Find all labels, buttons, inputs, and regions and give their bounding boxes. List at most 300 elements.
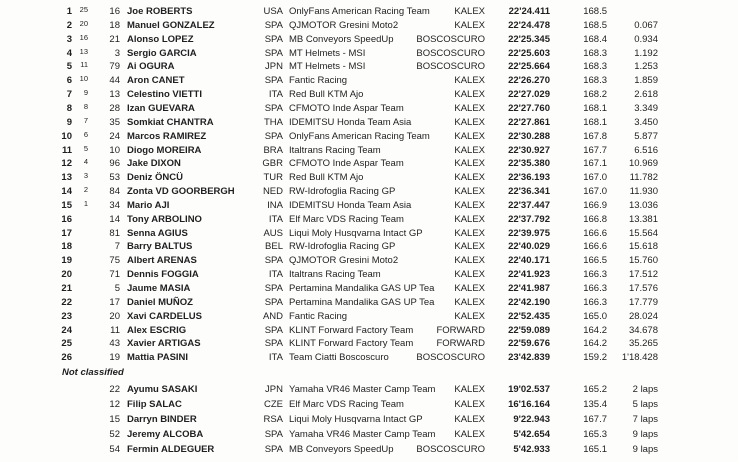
country-cell: SPA: [264, 19, 283, 31]
avg-speed-cell: 167.0: [583, 186, 607, 198]
country-cell: SPA: [264, 47, 283, 59]
race-time-cell: 22'37.447: [508, 199, 550, 211]
team-cell: Red Bull KTM Ajo: [289, 172, 364, 184]
not-classified-row: [0, 398, 738, 411]
position-cell: 5: [66, 61, 72, 73]
country-cell: SPA: [264, 75, 283, 87]
points-cell: 20: [79, 18, 88, 28]
gap-cell: 1.253: [634, 61, 658, 73]
position-cell: 25: [61, 338, 72, 350]
team-cell: Red Bull KTM Ajo: [289, 89, 364, 101]
chassis-cell: KALEX: [454, 310, 485, 322]
country-cell: SPA: [264, 338, 283, 350]
country-cell: JPN: [265, 61, 283, 73]
country-cell: GBR: [262, 158, 283, 170]
team-cell: RW-Idrofoglia Racing GP: [289, 186, 396, 198]
position-cell: 18: [61, 241, 72, 253]
avg-speed-cell: 168.5: [583, 6, 607, 17]
rider-name-cell: Marcos RAMIREZ: [127, 130, 207, 142]
chassis-cell: KALEX: [454, 19, 485, 31]
country-cell: ITA: [268, 89, 283, 101]
race-time-cell: 19'02.537: [508, 384, 550, 395]
position-cell: 26: [61, 352, 72, 364]
gap-cell: 9 laps: [632, 444, 658, 456]
gap-cell: 15.564: [628, 227, 658, 239]
not-classified-row: [0, 428, 738, 441]
gap-cell: 5.877: [634, 130, 658, 142]
position-cell: 20: [61, 269, 72, 281]
country-cell: RSA: [263, 414, 283, 426]
rider-number-cell: 44: [109, 75, 120, 87]
country-cell: JPN: [265, 384, 283, 395]
result-row: [0, 199, 738, 212]
race-time-cell: 22'40.029: [508, 241, 550, 253]
chassis-cell: KALEX: [454, 283, 485, 294]
result-row: [0, 254, 738, 267]
points-cell: 7: [83, 115, 88, 125]
position-cell: 9: [66, 116, 72, 128]
rider-number-cell: 18: [109, 19, 120, 31]
gap-cell: 7 laps: [632, 414, 658, 426]
country-cell: ITA: [268, 269, 283, 281]
result-row: [0, 213, 738, 226]
points-cell: 6: [83, 129, 88, 139]
team-cell: Elf Marc VDS Racing Team: [289, 213, 404, 225]
chassis-cell: KALEX: [454, 144, 485, 156]
avg-speed-cell: 166.8: [583, 213, 607, 225]
gap-cell: 11.930: [629, 186, 658, 198]
chassis-cell: KALEX: [454, 102, 485, 114]
country-cell: SPA: [264, 444, 283, 456]
country-cell: SPA: [264, 33, 283, 45]
race-time-cell: 22'27.029: [508, 89, 550, 101]
position-cell: 14: [61, 186, 72, 198]
avg-speed-cell: 168.1: [583, 116, 607, 128]
avg-speed-cell: 168.5: [583, 19, 607, 31]
race-time-cell: 22'27.861: [508, 116, 550, 128]
country-cell: SPA: [264, 283, 283, 294]
gap-cell: 11.782: [629, 172, 658, 184]
race-time-cell: 22'24.411: [508, 6, 550, 17]
chassis-cell: KALEX: [454, 255, 485, 267]
team-cell: Fantic Racing: [289, 75, 348, 87]
rider-number-cell: 79: [109, 61, 120, 73]
avg-speed-cell: 167.7: [583, 144, 607, 156]
race-time-cell: 5'42.933: [513, 444, 550, 456]
race-time-cell: 22'40.171: [508, 255, 550, 267]
gap-cell: 35.265: [628, 338, 658, 350]
gap-cell: 17.512: [628, 269, 658, 281]
points-cell: 16: [79, 32, 88, 42]
points-cell: 10: [79, 74, 88, 84]
points-cell: 1: [83, 198, 88, 208]
country-cell: THA: [264, 116, 283, 128]
chassis-cell: KALEX: [454, 399, 485, 411]
rider-name-cell: Daniel MUÑOZ: [127, 296, 193, 308]
team-cell: MB Conveyors SpeedUp: [289, 444, 394, 456]
position-cell: 1: [66, 6, 72, 17]
rider-name-cell: Aron CANET: [127, 75, 185, 87]
gap-cell: 5 laps: [632, 399, 658, 411]
team-cell: Team Ciatti Boscoscuro: [289, 352, 389, 364]
result-row: [0, 337, 738, 350]
rider-number-cell: 17: [109, 296, 120, 308]
rider-name-cell: Mario AJI: [127, 199, 170, 211]
not-classified-row: [0, 383, 738, 396]
result-row: [0, 282, 738, 295]
avg-speed-cell: 165.3: [583, 429, 607, 441]
result-row: [0, 130, 738, 143]
position-cell: 11: [61, 144, 72, 156]
team-cell: QJMOTOR Gresini Moto2: [289, 255, 399, 267]
rider-name-cell: Albert ARENAS: [127, 255, 197, 267]
rider-name-cell: Deniz ÖNCÜ: [127, 172, 183, 184]
country-cell: AUS: [263, 227, 283, 239]
country-cell: AND: [262, 310, 283, 322]
race-time-cell: 22'25.345: [508, 33, 550, 45]
avg-speed-cell: 166.3: [583, 269, 607, 281]
race-time-cell: 22'52.435: [508, 310, 550, 322]
avg-speed-cell: 165.1: [583, 444, 607, 456]
position-cell: 10: [61, 130, 72, 142]
result-row: [0, 60, 738, 73]
avg-speed-cell: 167.0: [583, 172, 607, 184]
race-time-cell: 22'59.089: [508, 324, 550, 336]
rider-name-cell: Mattia PASINI: [127, 352, 189, 364]
gap-cell: 34.678: [628, 324, 658, 336]
gap-cell: 3.349: [634, 102, 658, 114]
gap-cell: 13.381: [628, 213, 658, 225]
race-time-cell: 22'25.603: [508, 47, 550, 59]
chassis-cell: KALEX: [454, 269, 485, 281]
gap-cell: 1'18.428: [621, 352, 658, 364]
rider-number-cell: 54: [109, 444, 120, 456]
gap-cell: 6.516: [634, 144, 658, 156]
avg-speed-cell: 159.2: [583, 352, 607, 364]
points-cell: 2: [83, 185, 88, 195]
rider-number-cell: 75: [109, 255, 120, 267]
avg-speed-cell: 164.2: [583, 324, 607, 336]
chassis-cell: BOSCOSCURO: [416, 47, 485, 59]
position-cell: 23: [61, 310, 72, 322]
race-time-cell: 22'41.987: [508, 283, 550, 294]
chassis-cell: KALEX: [454, 75, 485, 87]
rider-number-cell: 13: [109, 89, 120, 101]
avg-speed-cell: 166.3: [583, 296, 607, 308]
rider-name-cell: Diogo MOREIRA: [127, 144, 202, 156]
rider-name-cell: Ai OGURA: [127, 61, 175, 73]
result-row: [0, 268, 738, 281]
team-cell: KLINT Forward Factory Team: [289, 338, 414, 350]
result-row: [0, 310, 738, 323]
position-cell: 19: [61, 255, 72, 267]
gap-cell: 17.576: [628, 283, 658, 294]
rider-number-cell: 43: [109, 338, 120, 350]
rider-name-cell: Xavier ARTIGAS: [127, 338, 201, 350]
country-cell: USA: [263, 6, 283, 17]
position-cell: 7: [66, 89, 72, 101]
team-cell: CFMOTO Inde Aspar Team: [289, 158, 404, 170]
rider-number-cell: 7: [114, 241, 120, 253]
chassis-cell: KALEX: [454, 6, 485, 17]
rider-number-cell: 96: [109, 158, 120, 170]
rider-name-cell: Filip SALAC: [127, 399, 182, 411]
position-cell: 21: [61, 283, 72, 294]
team-cell: Italtrans Racing Team: [289, 269, 381, 281]
gap-cell: 28.024: [628, 310, 658, 322]
team-cell: Liqui Moly Husqvarna Intact GP: [289, 414, 423, 426]
gap-cell: 9 laps: [632, 429, 658, 441]
country-cell: BEL: [265, 241, 283, 253]
team-cell: Fantic Racing: [289, 310, 348, 322]
chassis-cell: KALEX: [454, 241, 485, 253]
result-row: [0, 74, 738, 87]
position-cell: 4: [66, 47, 72, 59]
rider-number-cell: 14: [109, 213, 120, 225]
rider-number-cell: 22: [109, 384, 120, 395]
rider-number-cell: 21: [109, 33, 120, 45]
gap-cell: 17.779: [628, 296, 658, 308]
country-cell: SPA: [264, 429, 283, 441]
position-cell: 8: [66, 102, 72, 114]
race-time-cell: 16'16.164: [508, 399, 550, 411]
team-cell: Pertamina Mandalika GAS UP Tea: [289, 283, 435, 294]
rider-number-cell: 71: [109, 269, 120, 281]
avg-speed-cell: 167.7: [583, 414, 607, 426]
chassis-cell: BOSCOSCURO: [416, 33, 485, 45]
avg-speed-cell: 135.4: [583, 399, 607, 411]
race-time-cell: 9'22.943: [513, 414, 550, 426]
result-row: [0, 116, 738, 129]
race-time-cell: 22'36.193: [508, 172, 550, 184]
race-time-cell: 22'26.270: [508, 75, 550, 87]
race-time-cell: 22'30.927: [508, 144, 550, 156]
rider-name-cell: Joe ROBERTS: [127, 6, 193, 17]
team-cell: Pertamina Mandalika GAS UP Tea: [289, 296, 435, 308]
rider-name-cell: Xavi CARDELUS: [127, 310, 202, 322]
points-cell: 3: [83, 171, 88, 181]
country-cell: SPA: [264, 130, 283, 142]
points-cell: 25: [79, 5, 88, 14]
result-row: [0, 351, 738, 364]
team-cell: MB Conveyors SpeedUp: [289, 33, 394, 45]
avg-speed-cell: 166.6: [583, 227, 607, 239]
race-time-cell: 23'42.839: [508, 352, 550, 364]
race-time-cell: 22'27.760: [508, 102, 550, 114]
avg-speed-cell: 166.5: [583, 255, 607, 267]
chassis-cell: KALEX: [454, 227, 485, 239]
team-cell: Liqui Moly Husqvarna Intact GP: [289, 227, 423, 239]
chassis-cell: KALEX: [454, 130, 485, 142]
gap-cell: 1.859: [634, 75, 658, 87]
rider-number-cell: 52: [109, 429, 120, 441]
rider-name-cell: Tony ARBOLINO: [127, 213, 202, 225]
avg-speed-cell: 165.0: [583, 310, 607, 322]
gap-cell: 1.192: [634, 47, 658, 59]
avg-speed-cell: 166.6: [583, 241, 607, 253]
position-cell: 15: [61, 199, 72, 211]
rider-number-cell: 20: [109, 310, 120, 322]
gap-cell: 3.450: [634, 116, 658, 128]
race-time-cell: 22'42.190: [508, 296, 550, 308]
race-time-cell: 22'59.676: [508, 338, 550, 350]
rider-number-cell: 81: [109, 227, 120, 239]
avg-speed-cell: 168.3: [583, 47, 607, 59]
rider-number-cell: 16: [109, 6, 120, 17]
points-cell: 4: [83, 157, 88, 167]
chassis-cell: KALEX: [454, 296, 485, 308]
team-cell: OnlyFans American Racing Team: [289, 130, 430, 142]
country-cell: SPA: [264, 296, 283, 308]
points-cell: 13: [79, 46, 88, 56]
team-cell: CFMOTO Inde Aspar Team: [289, 102, 404, 114]
chassis-cell: BOSCOSCURO: [416, 61, 485, 73]
rider-name-cell: Barry BALTUS: [127, 241, 193, 253]
rider-number-cell: 5: [114, 283, 120, 294]
rider-name-cell: Sergio GARCIA: [127, 47, 197, 59]
not-classified-row: [0, 443, 738, 456]
result-row: [0, 47, 738, 60]
team-cell: IDEMITSU Honda Team Asia: [289, 199, 412, 211]
gap-cell: 10.969: [628, 158, 658, 170]
chassis-cell: KALEX: [454, 172, 485, 184]
points-cell: 5: [83, 143, 88, 153]
result-row: [0, 240, 738, 253]
chassis-cell: FORWARD: [436, 324, 485, 336]
result-row: [0, 33, 738, 46]
team-cell: QJMOTOR Gresini Moto2: [289, 19, 399, 31]
gap-cell: 2 laps: [632, 384, 658, 395]
not-classified-label: Not classified: [62, 367, 124, 378]
team-cell: Elf Marc VDS Racing Team: [289, 399, 404, 411]
position-cell: 24: [61, 324, 72, 336]
avg-speed-cell: 166.3: [583, 283, 607, 294]
points-cell: 11: [80, 60, 88, 70]
chassis-cell: KALEX: [454, 89, 485, 101]
rider-name-cell: Senna AGIUS: [127, 227, 188, 239]
rider-number-cell: 84: [109, 186, 120, 198]
position-cell: 22: [61, 296, 72, 308]
rider-name-cell: Jaume MASIA: [127, 283, 191, 294]
gap-cell: 2.618: [634, 89, 658, 101]
gap-cell: 0.067: [634, 19, 658, 31]
gap-cell: 15.618: [628, 241, 658, 253]
avg-speed-cell: 168.3: [583, 61, 607, 73]
result-row: [0, 19, 738, 32]
race-time-cell: 22'39.975: [508, 227, 550, 239]
race-time-cell: 22'41.923: [508, 269, 550, 281]
result-row: [0, 227, 738, 240]
chassis-cell: KALEX: [454, 414, 485, 426]
country-cell: ITA: [268, 352, 283, 364]
team-cell: RW-Idrofoglia Racing GP: [289, 241, 396, 253]
result-row: [0, 171, 738, 184]
position-cell: 12: [61, 158, 72, 170]
avg-speed-cell: 168.2: [583, 89, 607, 101]
team-cell: Italtrans Racing Team: [289, 144, 381, 156]
chassis-cell: KALEX: [454, 116, 485, 128]
result-row: [0, 296, 738, 309]
country-cell: BRA: [263, 144, 283, 156]
rider-name-cell: Somkiat CHANTRA: [127, 116, 214, 128]
rider-number-cell: 35: [109, 116, 120, 128]
avg-speed-cell: 168.4: [583, 33, 607, 45]
rider-number-cell: 34: [109, 199, 120, 211]
race-time-cell: 22'30.288: [508, 130, 550, 142]
gap-cell: 15.760: [628, 255, 658, 267]
result-row: [0, 88, 738, 101]
race-time-cell: 5'42.654: [513, 429, 550, 441]
result-row: [0, 102, 738, 115]
rider-name-cell: Jeremy ALCOBA: [127, 429, 204, 441]
rider-name-cell: Zonta VD GOORBERGH: [127, 186, 235, 198]
rider-number-cell: 12: [109, 399, 120, 411]
rider-number-cell: 15: [109, 414, 120, 426]
result-row: [0, 324, 738, 337]
chassis-cell: FORWARD: [436, 338, 485, 350]
gap-cell: 0.934: [634, 33, 658, 45]
rider-name-cell: Darryn BINDER: [127, 414, 197, 426]
result-row: [0, 5, 738, 18]
team-cell: Yamaha VR46 Master Camp Team: [289, 429, 436, 441]
result-row: [0, 144, 738, 157]
team-cell: KLINT Forward Factory Team: [289, 324, 414, 336]
country-cell: SPA: [264, 255, 283, 267]
chassis-cell: KALEX: [454, 384, 485, 395]
rider-number-cell: 28: [109, 102, 120, 114]
avg-speed-cell: 167.8: [583, 130, 607, 142]
chassis-cell: BOSCOSCURO: [416, 352, 485, 364]
race-time-cell: 22'35.380: [508, 158, 550, 170]
team-cell: IDEMITSU Honda Team Asia: [289, 116, 412, 128]
rider-number-cell: 19: [109, 352, 120, 364]
position-cell: 17: [61, 227, 72, 239]
team-cell: OnlyFans American Racing Team: [289, 6, 430, 17]
rider-number-cell: 11: [110, 324, 120, 336]
race-time-cell: 22'36.341: [508, 186, 550, 198]
country-cell: ITA: [268, 213, 283, 225]
country-cell: CZE: [264, 399, 283, 411]
position-cell: 2: [66, 19, 72, 31]
rider-number-cell: 10: [109, 144, 120, 156]
chassis-cell: KALEX: [454, 186, 485, 198]
team-cell: MT Helmets - MSI: [289, 61, 366, 73]
race-time-cell: 22'24.478: [508, 19, 550, 31]
chassis-cell: BOSCOSCURO: [416, 444, 485, 456]
country-cell: TUR: [263, 172, 283, 184]
chassis-cell: KALEX: [454, 199, 485, 211]
country-cell: SPA: [264, 324, 283, 336]
avg-speed-cell: 166.9: [583, 199, 607, 211]
gap-cell: 13.036: [628, 199, 658, 211]
points-cell: 8: [83, 101, 88, 111]
not-classified-row: [0, 413, 738, 426]
country-cell: NED: [262, 186, 283, 198]
rider-name-cell: Jake DIXON: [127, 158, 181, 170]
rider-number-cell: 24: [109, 130, 120, 142]
country-cell: SPA: [264, 102, 283, 114]
result-row: [0, 157, 738, 170]
avg-speed-cell: 164.2: [583, 338, 607, 350]
rider-name-cell: Fermin ALDEGUER: [127, 444, 215, 456]
position-cell: 16: [61, 213, 72, 225]
rider-name-cell: Izan GUEVARA: [127, 102, 195, 114]
rider-number-cell: 3: [114, 47, 120, 59]
rider-number-cell: 53: [109, 172, 120, 184]
position-cell: 3: [66, 33, 72, 45]
country-cell: INA: [267, 199, 283, 211]
team-cell: MT Helmets - MSI: [289, 47, 366, 59]
